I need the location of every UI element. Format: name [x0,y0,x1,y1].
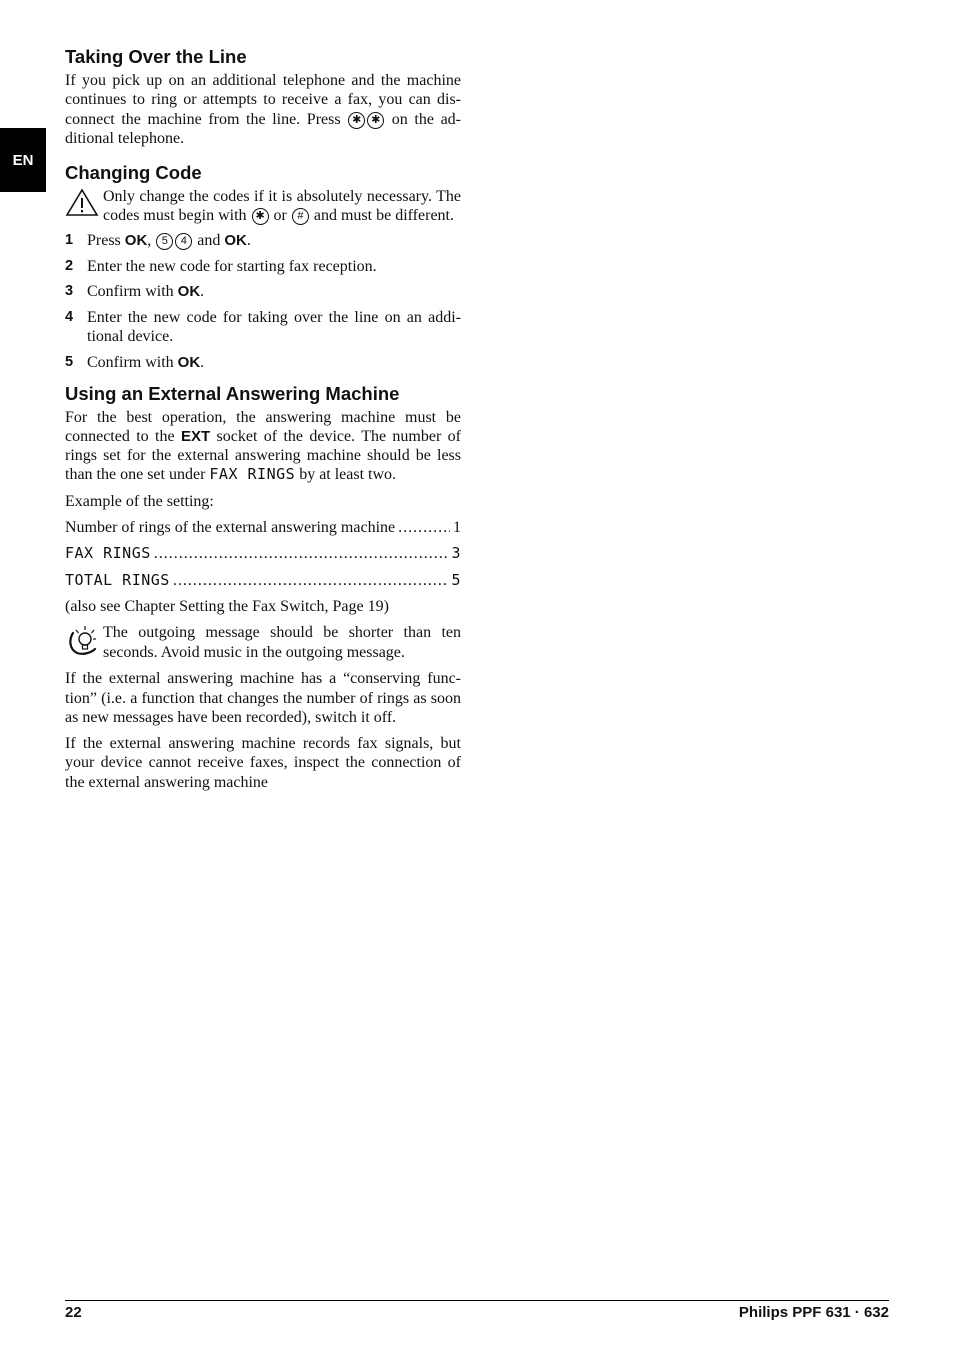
step-item: 4 Enter the new code for taking over the line on an additional device. [65,309,461,346]
answering-machine-paragraph: For the best operation, the answering machine must be connected to the EXT socket of the device. The number of rings set for the external answering machine should be less than the one set under FAX RINGS by at least two. [65,408,461,484]
leader-dots [173,571,449,590]
step-item: 5 Confirm with OK. [65,354,205,372]
lightbulb-tip-icon [65,623,103,662]
ok-key-label: OK [124,231,148,249]
step-item: 2 Enter the new code for starting fax reception. [65,257,377,275]
product-name: Philips PPF 631 · 632 [738,1304,889,1321]
steps-list [65,231,461,373]
ok-key-label: OK [224,231,247,249]
conserving-function-paragraph: If the external answering machine has a “conserving function” (i.e. a function that changes the number of rings as soon as new messages have been recorded), switch it off. [65,670,461,726]
language-tab: EN [0,128,46,192]
setting-row: FAX RINGS ..... 3 [65,544,461,563]
leader-dots [398,518,450,537]
see-also-note: (also see Chapter Setting the Fax Switch, Page 19) [65,597,389,615]
hash-key-icon: # [292,208,309,225]
setting-row: Number of rings of the external answering machine ..... 1 [65,518,461,537]
warning-note [65,187,461,226]
digit-4-key-icon: 4 [175,233,192,250]
ext-socket-label: EXT [180,427,211,445]
heading-external-answering-machine: Using an External Answering Machine [65,382,400,404]
ok-key-label: OK [177,354,201,372]
warning-triangle-icon [65,187,103,222]
step-item: 3 Confirm with OK. [65,283,205,301]
ok-key-label: OK [177,283,201,301]
setting-row: TOTAL RINGS ..... 5 [65,571,461,590]
footer-rule [65,1300,889,1301]
lcd-fax-rings: FAX RINGS [209,465,296,484]
main-column [65,44,461,792]
star-key-icon: ✱ [367,112,384,129]
leader-dots [154,544,449,563]
star-key-icon: ✱ [252,208,269,225]
taking-over-paragraph: If you pick up on an additional telephone and the machine continues to ring or attempts to receive a fax, you can disconnect the machine from the line. Press ✱ ✱ on the additional telephone. [65,72,461,147]
fax-signals-paragraph: If the external answering machine records fax signals, but your device cannot receive faxes, inspect the connection of the external answering machine [65,735,461,791]
warning-text: Only change the codes if it is absolutely necessary. The codes must begin with ✱ or # and must be different. [103,188,461,225]
tip-note [65,623,461,662]
tip-text: The outgoing message should be shorter than ten seconds. Avoid music in the outgoing message. [103,624,461,661]
heading-changing-code: Changing Code [65,162,202,184]
page-number: 22 [65,1304,82,1321]
step-item: 1 Press OK, 5 4 and OK. [65,231,251,249]
star-key-icon: ✱ [348,112,365,129]
example-label: Example of the setting: [65,492,214,510]
heading-taking-over-line: Taking Over the Line [65,46,247,67]
digit-5-key-icon: 5 [156,233,173,250]
